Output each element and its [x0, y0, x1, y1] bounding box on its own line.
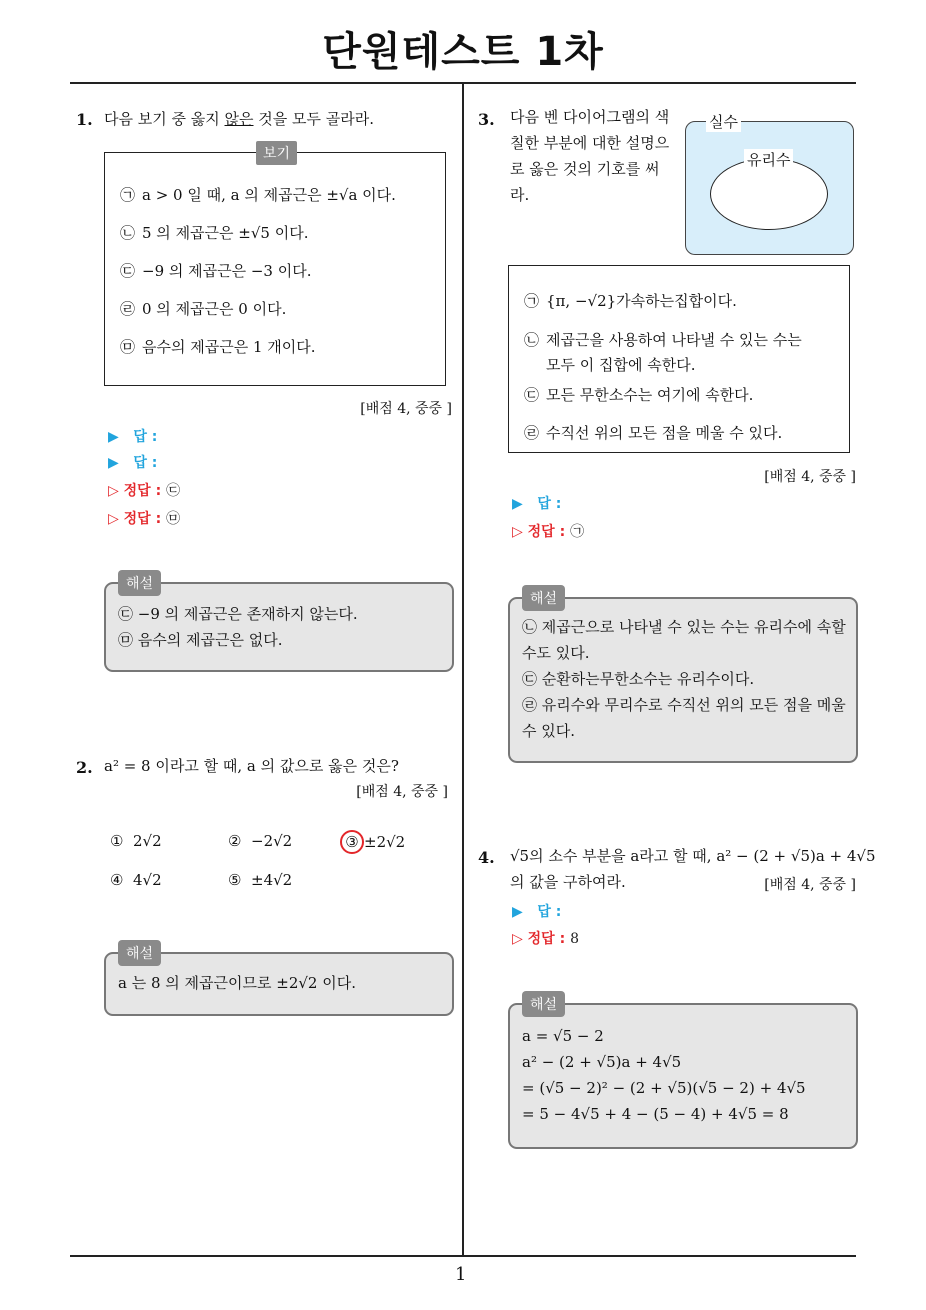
- q4-explanation-tag: 해설: [522, 991, 565, 1017]
- venn-inner-label: 유리수: [744, 149, 793, 170]
- q1-item: [120, 214, 396, 252]
- correct-value: ㉢: [166, 483, 181, 499]
- choice-text: 2√2: [133, 832, 162, 850]
- choice-text: ±2√2: [364, 833, 406, 851]
- q2-score: [배점 4, 중중 ]: [356, 784, 448, 800]
- q2-choice-2[interactable]: [228, 832, 292, 850]
- q1-text-underlined: 않은: [224, 110, 254, 128]
- q2-explanation-tag: 해설: [118, 940, 161, 966]
- q1-item-text: a > 0 일 때, a 의 제곱근은 ±√a 이다.: [142, 186, 396, 204]
- q3-number: 3.: [478, 110, 495, 129]
- q1-text: [104, 106, 374, 132]
- explanation-line: a 는 8 의 제곱근이므로 ±2√2 이다.: [118, 974, 356, 992]
- q1-item-text: 0 의 제곱근은 0 이다.: [142, 300, 287, 318]
- answer-arrow-icon: ▶: [512, 904, 523, 920]
- q3-item-mark: ㉢: [524, 386, 540, 404]
- q4-correct: [512, 925, 579, 953]
- q3-item: [524, 352, 802, 382]
- q1-bogi-label: 보기: [256, 141, 297, 165]
- correct-value: 8: [570, 931, 579, 947]
- q1-answer-2: [108, 449, 157, 477]
- explanation-line: ㉢ −9 의 제곱근은 존재하지 않는다.: [118, 605, 358, 623]
- q3-item-text: 모든 무한소수는 여기에 속한다.: [546, 386, 754, 404]
- q4-number: 4.: [478, 848, 495, 867]
- choice-mark: ②: [228, 832, 242, 850]
- q1-number: 1.: [76, 110, 93, 129]
- answer-arrow-icon: ▶: [108, 455, 119, 471]
- correct-arrow-icon: ▷: [512, 931, 523, 947]
- q2-choice-5[interactable]: [228, 871, 292, 889]
- page-number: 1: [455, 1264, 467, 1285]
- explanation-line: ㉣ 유리수와 무리수로 수직선 위의 모든 점을 메울: [522, 696, 846, 714]
- q1-text-before: 다음 보기 중 옳지: [104, 110, 225, 128]
- q3-item: [524, 327, 802, 352]
- q1-item-text: −9 의 제곱근은 −3 이다.: [142, 262, 312, 280]
- explanation-line: = 5 − 4√5 + 4 − (5 − 4) + 4√5 = 8: [522, 1105, 789, 1123]
- q3-item-text: {π, −√2}가속하는집합이다.: [546, 292, 737, 310]
- explanation-line: a² − (2 + √5)a + 4√5: [522, 1053, 682, 1071]
- column-divider: [462, 84, 464, 1256]
- q3-correct: [512, 518, 584, 546]
- q2-number: 2.: [76, 758, 93, 777]
- q1-item-mark: ㉣: [120, 300, 136, 318]
- correct-label: 정답 :: [123, 483, 162, 499]
- q3-text-line: 라.: [510, 186, 530, 204]
- answer-label: 답 :: [133, 455, 158, 471]
- answer-label: 답 :: [537, 496, 562, 512]
- q3-text-line: 로 옳은 것의 기호를 써: [510, 160, 660, 178]
- q2-choice-4[interactable]: [110, 871, 162, 889]
- q2-choice-1[interactable]: [110, 832, 162, 850]
- venn-outer-label: 실수: [706, 111, 741, 132]
- q3-item-text: 모두 이 집합에 속한다.: [546, 356, 696, 374]
- explanation-line: 수도 있다.: [522, 644, 590, 662]
- q3-explanation-tag: 해설: [522, 585, 565, 611]
- q1-item: [120, 290, 396, 328]
- explanation-line: ㉤ 음수의 제곱근은 없다.: [118, 631, 283, 649]
- q1-text-after: 것을 모두 골라라.: [253, 110, 375, 128]
- answer-label: 답 :: [537, 904, 562, 920]
- q2-text: a² = 8 이라고 할 때, a 의 값으로 옳은 것은?: [104, 757, 399, 775]
- q3-item-mark: ㉣: [524, 424, 540, 442]
- choice-mark: ④: [110, 871, 124, 889]
- q1-item-mark: ㉠: [120, 186, 136, 204]
- q1-correct-2: [108, 505, 180, 533]
- q1-item-text: 5 의 제곱근은 ±√5 이다.: [142, 224, 309, 242]
- q2-explanation: [118, 970, 356, 996]
- answer-arrow-icon: ▶: [108, 429, 119, 445]
- q3-item: [524, 382, 802, 420]
- correct-arrow-icon: ▷: [512, 524, 523, 540]
- q3-item: [524, 420, 802, 446]
- q3-answer: [512, 490, 561, 518]
- q4-text-line1: √5의 소수 부분을 a라고 할 때, a² − (2 + √5)a + 4√5: [510, 847, 876, 865]
- q4-answer: [512, 898, 561, 926]
- correct-value: ㉠: [570, 524, 585, 540]
- q3-item: [524, 288, 802, 317]
- q1-correct-1: [108, 477, 180, 505]
- q4-score: [배점 4, 중중 ]: [764, 877, 856, 893]
- q1-item: [120, 252, 396, 290]
- q3-explanation: [522, 614, 846, 744]
- q2-choice-3[interactable]: [344, 830, 405, 854]
- explanation-line: 수 있다.: [522, 722, 576, 740]
- correct-label: 정답 :: [527, 524, 566, 540]
- answer-arrow-icon: ▶: [512, 496, 523, 512]
- q3-text-line: 다음 벤 다이어그램의 색: [510, 108, 670, 126]
- correct-label: 정답 :: [123, 511, 162, 527]
- q3-item-mark: ㉠: [524, 292, 540, 310]
- q1-item-mark: ㉤: [120, 338, 136, 356]
- q1-items: [120, 176, 396, 366]
- choice-mark-selected: ③: [340, 830, 364, 854]
- answer-label: 답 :: [133, 429, 158, 445]
- q1-answer-1: [108, 423, 157, 451]
- q1-item-text: 음수의 제곱근은 1 개이다.: [142, 338, 316, 356]
- q1-score: [배점 4, 중중 ]: [360, 401, 452, 417]
- page-title: 단원테스트 1차: [322, 29, 604, 75]
- q1-explanation-tag: 해설: [118, 570, 161, 596]
- explanation-line: = (√5 − 2)² − (2 + √5)(√5 − 2) + 4√5: [522, 1079, 806, 1097]
- choice-text: ±4√2: [251, 871, 293, 889]
- q1-item: [120, 176, 396, 214]
- q3-text: [510, 104, 669, 208]
- q3-item-text: 제곱근을 사용하여 나타낼 수 있는 수는: [546, 331, 802, 349]
- q4-explanation: [522, 1023, 806, 1127]
- explanation-line: ㉡ 제곱근으로 나타낼 수 있는 수는 유리수에 속할: [522, 618, 846, 636]
- q1-item-mark: ㉢: [120, 262, 136, 280]
- explanation-line: ㉢ 순환하는무한소수는 유리수이다.: [522, 670, 755, 688]
- q1-item-mark: ㉡: [120, 224, 136, 242]
- q3-item-text: 수직선 위의 모든 점을 메울 수 있다.: [546, 424, 783, 442]
- q3-item-mark: ㉡: [524, 331, 540, 349]
- correct-arrow-icon: ▷: [108, 511, 119, 527]
- choice-text: 4√2: [133, 871, 162, 889]
- q1-explanation: [118, 601, 358, 653]
- q1-item: [120, 328, 396, 366]
- choice-mark: ⑤: [228, 871, 242, 889]
- choice-mark: ①: [110, 832, 124, 850]
- explanation-line: a = √5 − 2: [522, 1027, 604, 1045]
- choice-text: −2√2: [251, 832, 293, 850]
- correct-label: 정답 :: [527, 931, 566, 947]
- q3-text-line: 칠한 부분에 대한 설명으: [510, 134, 670, 152]
- footer-rule: [70, 1255, 856, 1257]
- q3-items: [524, 288, 802, 446]
- correct-arrow-icon: ▷: [108, 483, 119, 499]
- q3-score: [배점 4, 중중 ]: [764, 469, 856, 485]
- q4-text-line2: 의 값을 구하여라.: [510, 873, 626, 891]
- correct-value: ㉤: [166, 511, 181, 527]
